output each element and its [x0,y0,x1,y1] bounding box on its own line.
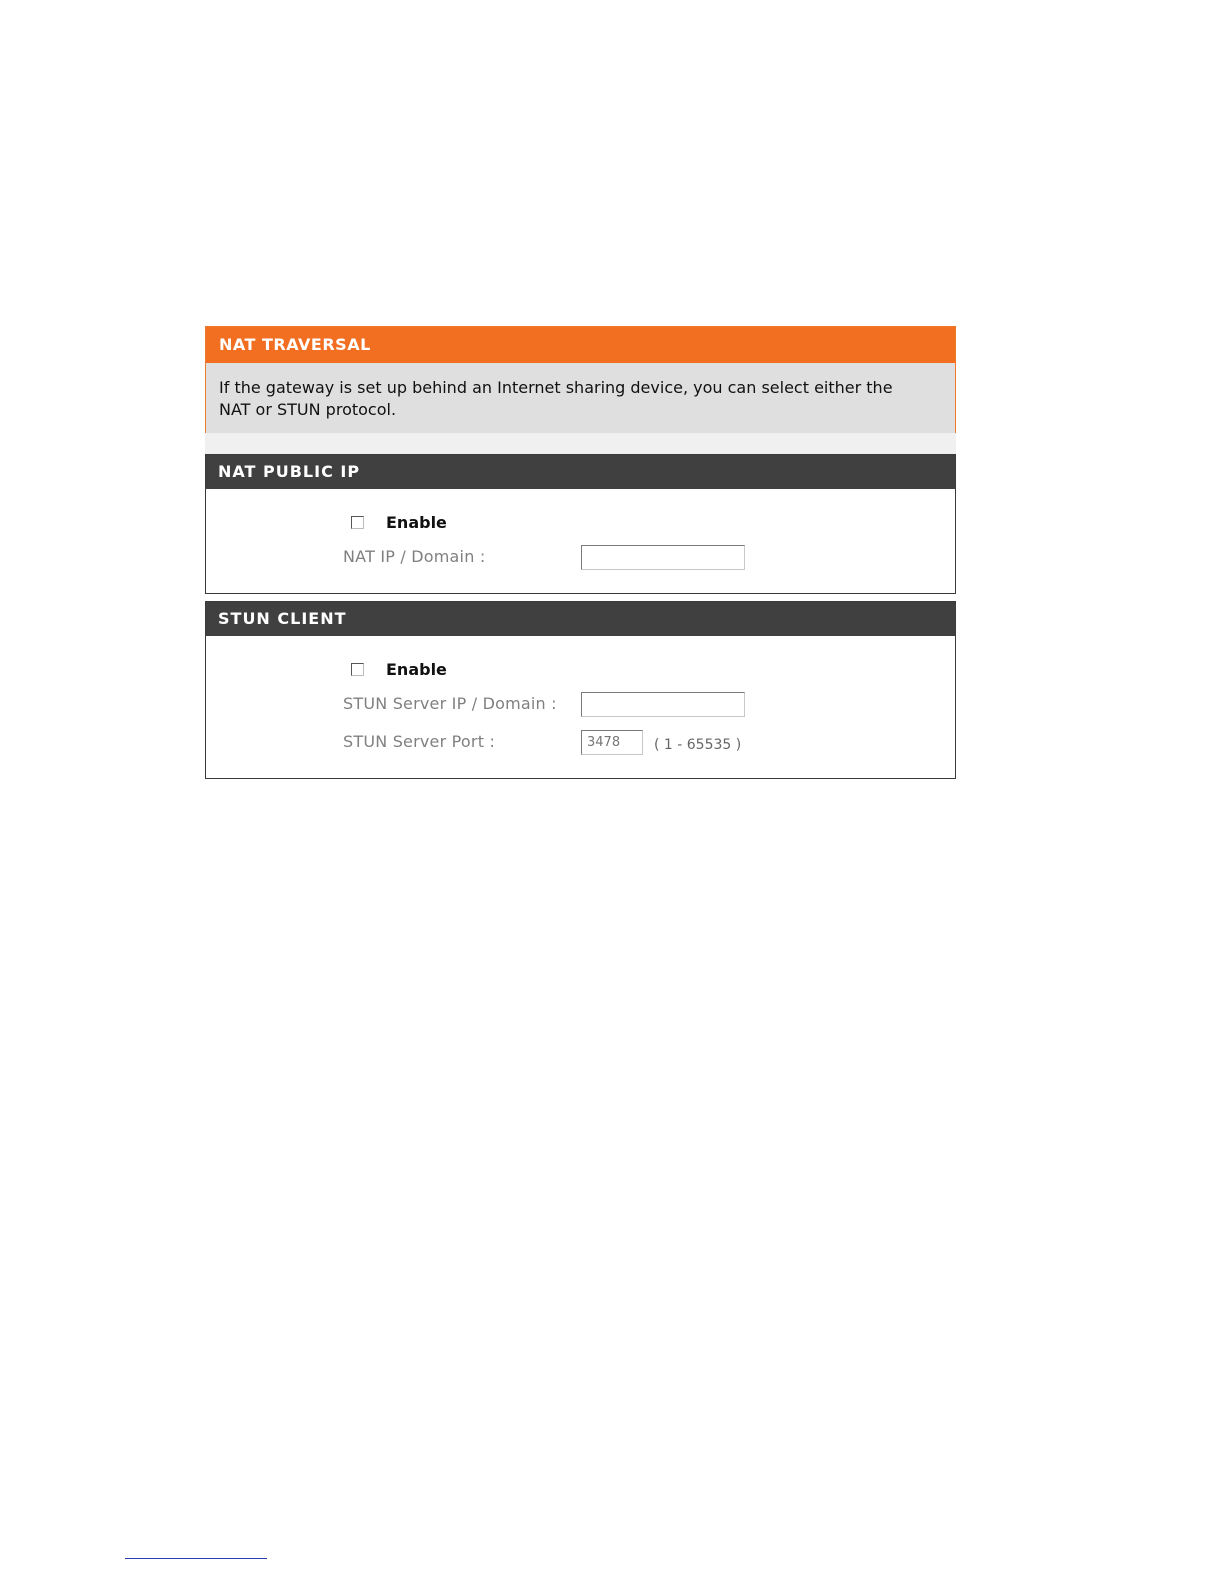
stun-enable-checkbox[interactable] [351,663,364,676]
nat-ip-domain-label: NAT IP / Domain : [343,547,486,566]
nat-traversal-title: NAT TRAVERSAL [206,327,955,363]
nat-public-ip-title: NAT PUBLIC IP [206,455,955,489]
nat-public-ip-body [206,489,955,593]
nat-enable-label: Enable [386,512,447,532]
stun-enable-label: Enable [386,659,447,679]
nat-traversal-section [205,326,956,436]
section-divider [205,433,956,454]
stun-server-port-label: STUN Server Port : [343,732,496,751]
nat-enable-row [343,509,447,535]
nat-traversal-description: If the gateway is set up behind an Internet sharing device, you can select either the NAT or STUN protocol. [219,378,893,419]
stun-server-ip-label: STUN Server IP / Domain : [343,694,557,713]
stun-client-title: STUN CLIENT [206,602,955,636]
stun-enable-row [343,656,447,682]
stun-server-port-input[interactable] [581,730,643,755]
nat-public-ip-section [205,454,956,594]
nat-enable-checkbox[interactable] [351,516,364,529]
stun-port-range-hint: ( 1 - 65535 ) [654,737,742,753]
stun-server-ip-input[interactable] [581,692,745,717]
nat-ip-domain-input[interactable] [581,545,745,570]
footer-rule [125,1558,267,1559]
stun-client-section [205,601,956,779]
stun-client-body [206,636,955,778]
